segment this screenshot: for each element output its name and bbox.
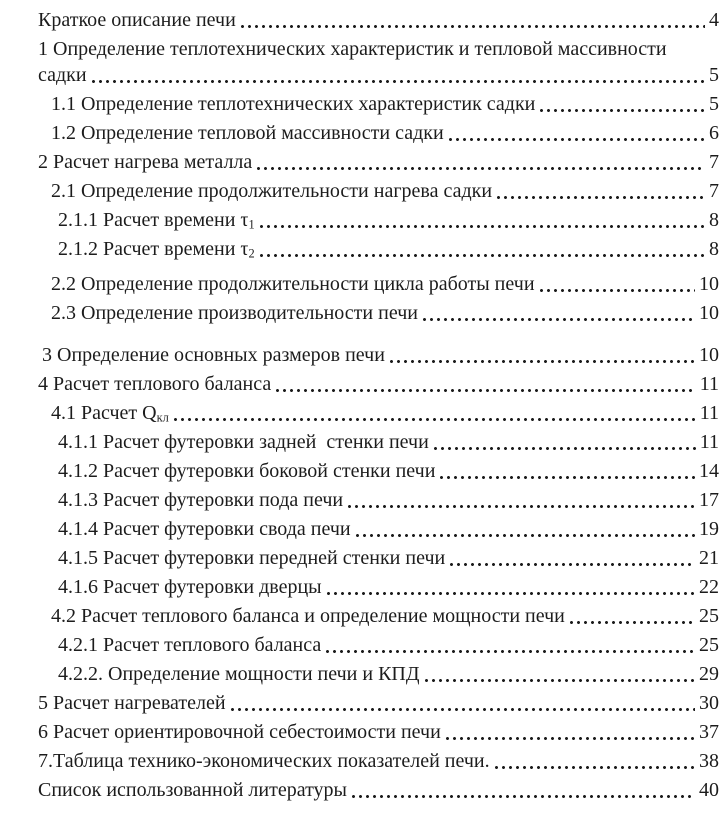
page-number: 22 (699, 576, 719, 598)
page-number: 21 (699, 547, 719, 569)
toc-entry (38, 602, 719, 631)
page-number: 30 (699, 692, 719, 714)
page-number: 14 (699, 460, 719, 482)
page-number: 10 (699, 344, 719, 366)
toc-entry (38, 573, 719, 602)
leader-dots (493, 766, 695, 769)
toc-entry-title: 4.1.1 Расчет футеровки задней стенки печи (58, 431, 429, 453)
page-number: 10 (699, 273, 719, 295)
toc-entry-title (58, 206, 255, 235)
toc-entry (38, 119, 719, 148)
page-number: 25 (699, 634, 719, 656)
leader-dots (325, 592, 695, 595)
leader-dots (568, 621, 695, 624)
leader-dots (423, 679, 695, 682)
toc-entry (38, 689, 719, 718)
toc-entry-text: 2.1.2 Расчет времени τ (58, 238, 249, 260)
toc-entry (38, 776, 719, 805)
toc-entry (38, 148, 719, 177)
subscript: 2 (248, 246, 255, 261)
leader-dots (538, 289, 695, 292)
toc-entry-title: 5 Расчет нагревателей (38, 692, 226, 714)
toc-entry (38, 35, 719, 64)
page-number: 4 (709, 9, 719, 31)
leader-dots (324, 650, 695, 653)
toc-entry (38, 341, 719, 370)
toc-entry-title: 4.1.6 Расчет футеровки дверцы (58, 576, 322, 598)
toc-entry-title: 1 Определение теплотехнических характеристик и тепловой массивности (38, 38, 667, 60)
page-number: 7 (709, 180, 719, 202)
toc-entry (38, 90, 719, 119)
page-number: 17 (699, 489, 719, 511)
leader-dots (538, 109, 705, 112)
toc-entry (38, 61, 719, 90)
leader-dots (448, 563, 695, 566)
toc-entry-title: 4.2 Расчет теплового баланса и определение мощности печи (51, 605, 565, 627)
page-number: 38 (699, 750, 719, 772)
toc-entry-title: 6 Расчет ориентировочной себестоимости печи (38, 721, 441, 743)
leader-dots (350, 795, 695, 798)
toc-entry-title (58, 235, 255, 264)
leader-dots (239, 25, 705, 28)
leader-dots (255, 167, 705, 170)
toc-entry-title: 4.1.4 Расчет футеровки свода печи (58, 518, 351, 540)
leader-dots (354, 534, 695, 537)
leader-dots (444, 737, 695, 740)
toc-entry (38, 457, 719, 486)
toc-entry-title: 4.1.3 Расчет футеровки пода печи (58, 489, 344, 511)
page-number: 11 (699, 431, 719, 453)
toc-entry-title: 2 Расчет нагрева металла (38, 151, 253, 173)
page-number: 5 (709, 64, 719, 86)
toc-entry-title: 4.1.2 Расчет футеровки боковой стенки печи (58, 460, 436, 482)
toc-entry (38, 718, 719, 747)
toc-entry-title: Список использованной литературы (38, 779, 347, 801)
toc-entry-title: 4.1.5 Расчет футеровки передней стенки печи (58, 547, 446, 569)
leader-dots (447, 138, 705, 141)
toc-entry-title: садки (38, 64, 87, 86)
toc-entry (38, 299, 719, 328)
toc-entry (38, 270, 719, 299)
toc-entry-title: 7.Таблица технико-экономических показателей печи. (38, 750, 490, 772)
leader-dots (346, 505, 695, 508)
toc-entry-title: 2.1 Определение продолжительности нагрева садки (51, 180, 493, 202)
page-number: 11 (699, 373, 719, 395)
page-number: 10 (699, 302, 719, 324)
page-number: 8 (709, 238, 719, 260)
toc-entry (38, 660, 719, 689)
toc-entry (38, 631, 719, 660)
page-number: 5 (709, 93, 719, 115)
leader-dots (438, 476, 695, 479)
toc-entry (38, 544, 719, 573)
page-number: 7 (709, 151, 719, 173)
toc-entry-title: 1.1 Определение теплотехнических характеристик садки (51, 93, 536, 115)
toc-entry (38, 177, 719, 206)
leader-dots (421, 318, 695, 321)
leader-dots (172, 418, 696, 421)
toc-entry-title (51, 399, 169, 428)
toc-entry-title: 4.2.2. Определение мощности печи и КПД (58, 663, 420, 685)
subscript: 1 (248, 217, 255, 232)
page-number: 25 (699, 605, 719, 627)
toc-entry-title: Краткое описание печи (38, 9, 236, 31)
toc-entry-title: 4.2.1 Расчет теплового баланса (58, 634, 322, 656)
toc-entry-title: 2.2 Определение продолжительности цикла работы печи (51, 273, 535, 295)
toc-entry-title: 4 Расчет теплового баланса (38, 373, 272, 395)
toc-entry (38, 6, 719, 35)
page-number: 29 (699, 663, 719, 685)
page-number: 19 (699, 518, 719, 540)
toc-entry (38, 370, 719, 399)
page-number: 8 (709, 209, 719, 231)
leader-dots (258, 225, 705, 228)
toc-entry-title: 2.3 Определение производительности печи (51, 302, 418, 324)
toc-entry-text: 2.1.1 Расчет времени τ (58, 209, 249, 231)
leader-dots (432, 447, 696, 450)
leader-dots (388, 360, 695, 363)
toc-entry (38, 399, 719, 428)
toc-entry (38, 747, 719, 776)
leader-dots (229, 708, 695, 711)
leader-dots (274, 389, 695, 392)
page-number: 11 (699, 402, 719, 424)
toc-entry-title: 1.2 Определение тепловой массивности садки (51, 122, 444, 144)
leader-dots (90, 80, 705, 83)
page-number: 6 (709, 122, 719, 144)
toc-entry (38, 235, 719, 264)
subscript: кл (156, 410, 169, 425)
toc-entry-title: 3 Определение основных размеров печи (42, 344, 385, 366)
leader-dots (495, 196, 705, 199)
leader-dots (258, 254, 705, 257)
page-number: 40 (699, 779, 719, 801)
toc-entry (38, 206, 719, 235)
toc-entry-text: 4.1 Расчет Q (51, 402, 157, 424)
toc-entry (38, 515, 719, 544)
toc-entry (38, 486, 719, 515)
toc-entry (38, 428, 719, 457)
page-number: 37 (699, 721, 719, 743)
